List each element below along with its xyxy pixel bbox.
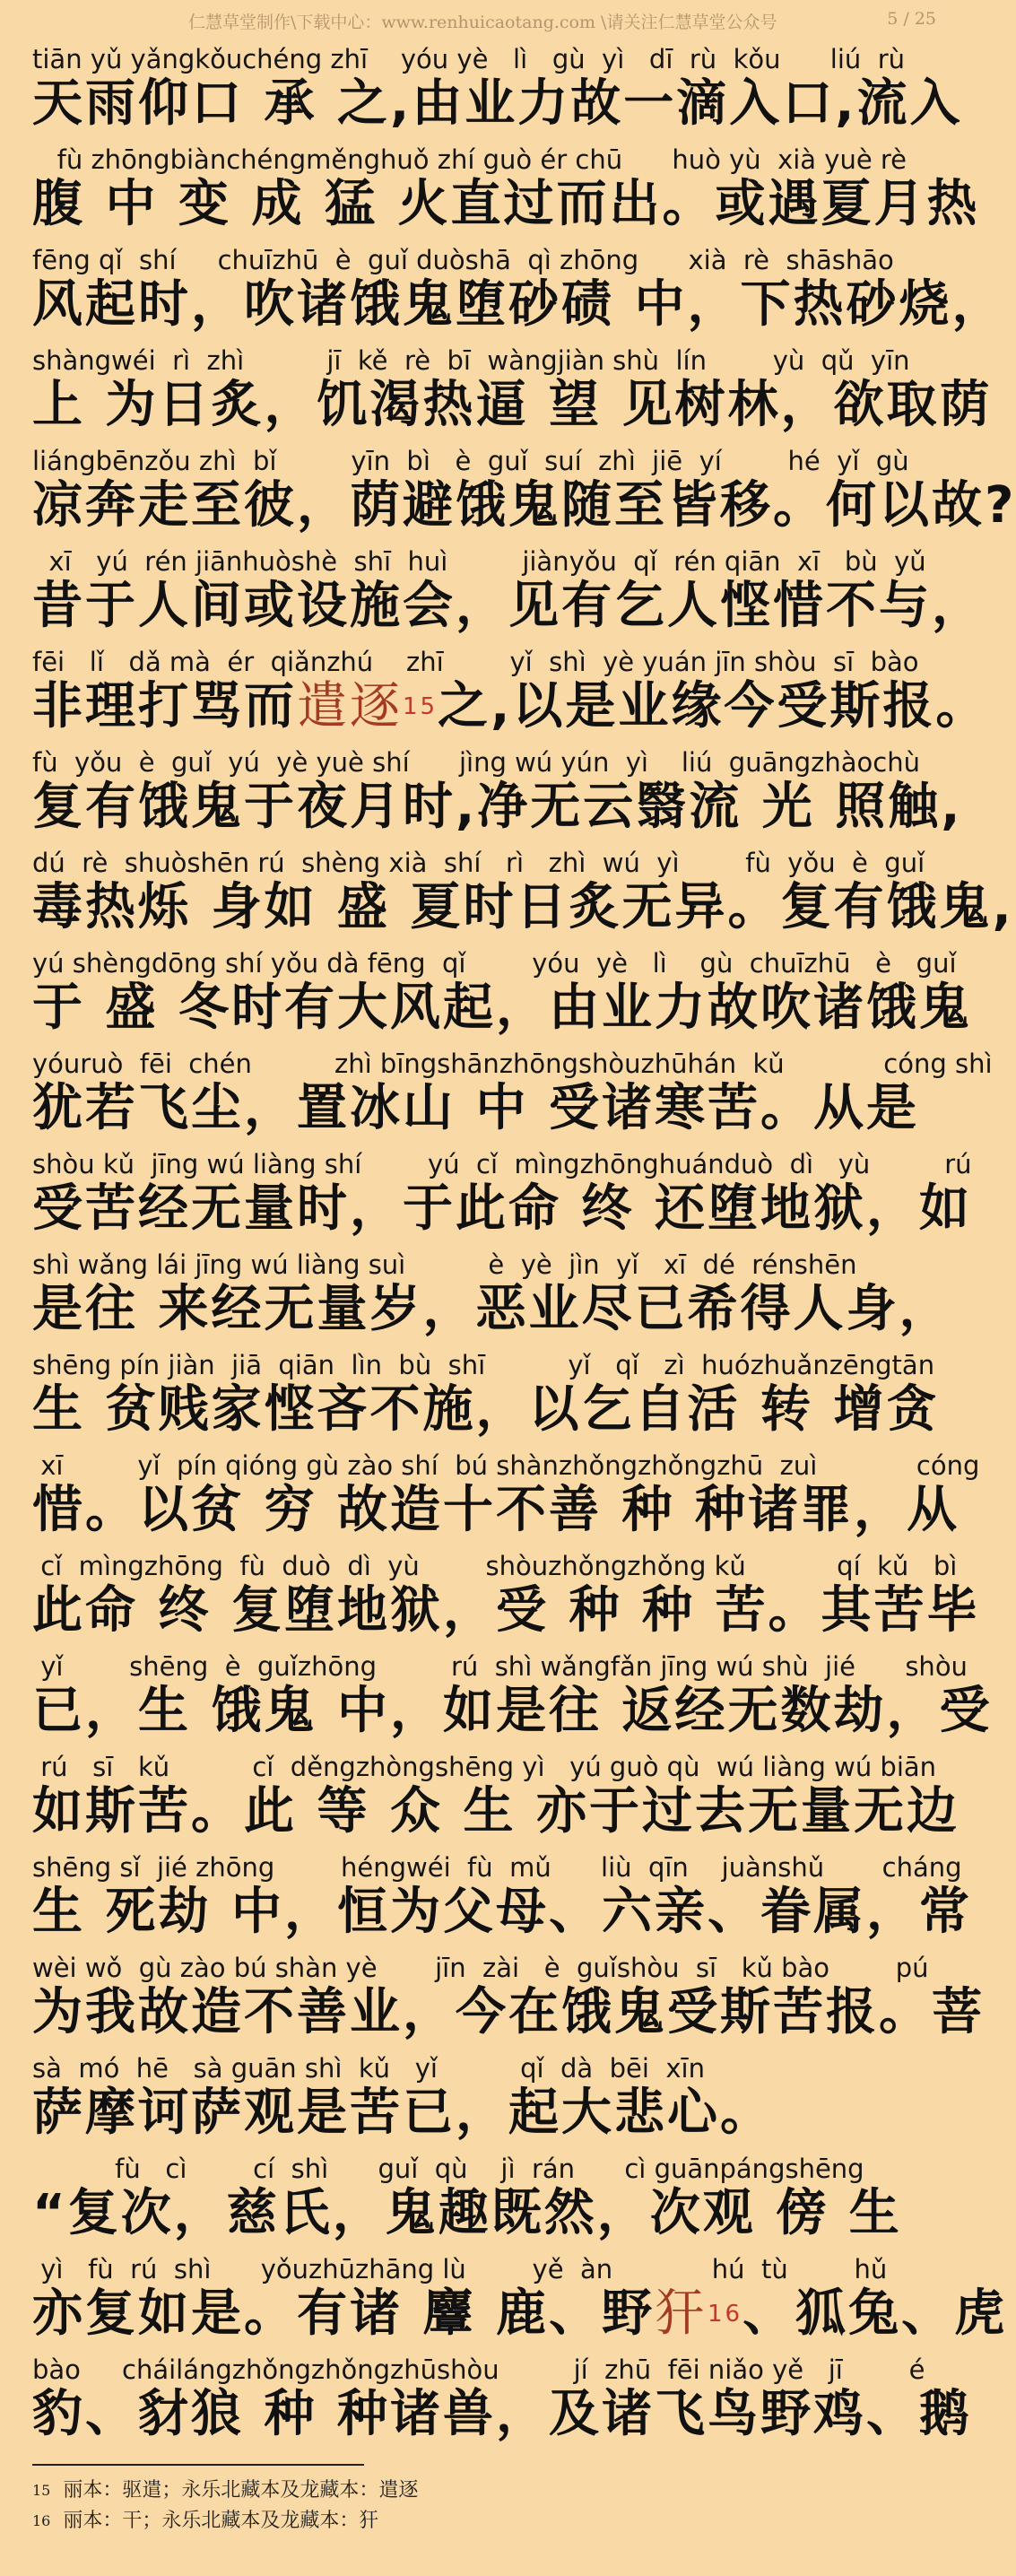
hanzi-line <box>32 2284 1008 2345</box>
header-text: 仁慧草堂制作\下载中心：www.renhuicaotang.com \请关注仁慧草堂公众号 <box>188 13 777 32</box>
hanzi-segment: 生 死劫 中，恒为父母、六亲、眷属，常 <box>32 1883 972 1941</box>
hanzi-segment: 已，生 饿鬼 中，如是往 返经无数劫，受 <box>32 1682 993 1740</box>
hanzi-line <box>32 1882 972 1943</box>
hanzi-segment: 为我故造不善业，今在饿鬼受斯苦报。菩 <box>32 1983 985 2041</box>
hanzi-segment: 豹、豺狼 种 种诸兽，及诸飞鸟野鸡、鹅 <box>32 2385 972 2443</box>
pinyin-line: yì fù rú shì yǒuzhūzhāng lù yě àn hú tù hǔ <box>32 2254 888 2284</box>
hanzi-segment: 如斯苦。此 等 众 生 亦于过去无量无边 <box>32 1782 960 1841</box>
hanzi-segment: 犹若飞尘，置冰山 中 受诸寒苦。从是 <box>32 1079 919 1137</box>
pinyin-line: shàngwéi rì zhì jī kě rè bī wàngjiàn shù lín yù qǔ yīn <box>32 345 910 376</box>
pinyin-line: shòu kǔ jīng wú liàng shí yú cǐ mìngzhōnghuánduò dì yù rú <box>32 1149 972 1179</box>
hanzi-line <box>32 1781 960 1842</box>
text-line <box>32 1846 972 1946</box>
pinyin-line: fù yǒu è guǐ yú yè yuè shí jìng wú yún yì liú guāngzhàochù <box>32 747 920 778</box>
text-line <box>32 1545 980 1645</box>
footnote-number: 16 <box>32 2512 51 2529</box>
hanzi-segment: 之,以是业缘今受斯报。 <box>438 677 989 735</box>
pinyin-line: xī yǐ pín qióng gù zào shí bú shànzhǒngzhǒngzhū zuì cóng <box>32 1450 980 1481</box>
text-line <box>32 640 989 741</box>
scripture-text <box>32 38 1016 2449</box>
hanzi-segment: 昔于人间或设施会，见有乞人悭惜不与， <box>32 577 985 635</box>
hanzi-line <box>32 676 989 737</box>
text-line <box>32 2248 1008 2348</box>
hanzi-segment: 于 盛 冬时有大风起，由业力故吹诸饿鬼 <box>32 979 972 1037</box>
pinyin-line: tiān yǔ yǎngkǒuchéng zhī yóu yè lì gù yì dī rù kǒu liú rù <box>32 44 906 74</box>
hanzi-segment: 惜。以贫 穷 故造十不善 种 种诸罪，从 <box>32 1481 960 1539</box>
footnote <box>32 2506 929 2537</box>
text-line <box>32 439 1016 540</box>
text-line <box>32 1042 993 1143</box>
hanzi-segment: 是往 来经无量岁，恶业尽已希得人身， <box>32 1280 952 1338</box>
pinyin-line: shēng sǐ jié zhōng héngwéi fù mǔ liù qīn juànshǔ cháng <box>32 1852 962 1883</box>
variant-text: 犴 <box>655 2284 708 2343</box>
hanzi-segment: 萨摩诃萨观是苦已，起大悲心。 <box>32 2084 773 2142</box>
pinyin-line: cǐ mìngzhōng fù duò dì yù shòuzhǒngzhǒng kǔ qí kǔ bì <box>32 1551 958 1581</box>
text-line <box>32 1344 947 1444</box>
hanzi-line <box>32 2083 947 2144</box>
pinyin-line: shēng pín jiàn jiā qiān lìn bù shī yǐ qǐ zì huózhuǎnzēngtān <box>32 1350 935 1380</box>
text-line <box>32 339 993 439</box>
hanzi-segment: 生 贫贱家悭吝不施，以乞自活 转 增贪 <box>32 1380 940 1439</box>
text-line <box>32 2348 972 2449</box>
text-line <box>32 841 1014 942</box>
pinyin-line: fēi lǐ dǎ mà ér qiǎnzhú zhī yǐ shì yè yuán jīn shòu sī bào <box>32 647 919 677</box>
text-line <box>32 38 963 138</box>
hanzi-line <box>32 1179 972 1240</box>
pinyin-line: yǐ shēng è guǐzhōng rú shì wǎngfǎn jīng wú shù jié shòu <box>32 1651 968 1682</box>
page-number: 5 / 25 <box>887 9 936 29</box>
text-line <box>32 1243 952 1344</box>
pinyin-line: fēng qǐ shí chuīzhū è guǐ duòshā qì zhōng xià rè shāshāo <box>32 245 894 275</box>
footnote <box>32 2476 929 2506</box>
text-line <box>32 1444 980 1545</box>
hanzi-line <box>32 174 980 235</box>
text-line <box>32 2047 947 2147</box>
footnote-divider <box>32 2464 364 2466</box>
text-line <box>32 942 972 1042</box>
hanzi-segment: “复次，慈氏，鬼趣既然，次观 傍 生 <box>32 2184 902 2242</box>
footnote-text: 丽本：驱遣；永乐北藏本及龙藏本：遣逐 <box>63 2479 419 2502</box>
pinyin-line: yóuruò fēi chén zhì bīngshānzhōngshòuzhūhán kǔ cóng shì <box>32 1049 993 1079</box>
hanzi-line <box>32 475 1016 536</box>
hanzi-line <box>32 1379 947 1440</box>
pinyin-line: rú sī kǔ cǐ děngzhòngshēng yì yú guò qù wú liàng wú biān <box>32 1752 937 1782</box>
text-line <box>32 138 980 239</box>
text-line <box>32 239 1005 339</box>
pinyin-line: dú rè shuòshēn rú shèng xià shí rì zhì wú yì fù yǒu è guǐ <box>32 848 925 878</box>
hanzi-line <box>32 375 993 436</box>
footnotes <box>32 2476 929 2537</box>
page-header <box>0 0 968 39</box>
hanzi-line <box>32 2384 972 2445</box>
hanzi-segment: 风起时，吹诸饿鬼堕砂碛 中，下热砂烧， <box>32 275 1005 334</box>
text-line <box>32 1946 985 2047</box>
footnote-number: 15 <box>32 2482 51 2499</box>
footnote-marker: 16 <box>708 2301 743 2328</box>
hanzi-segment: 受苦经无量时，于此命 终 还堕地狱，如 <box>32 1179 972 1238</box>
hanzi-segment: 复有饿鬼于夜月时,净无云翳流 光 照触, <box>32 778 963 836</box>
hanzi-line <box>32 777 963 838</box>
text-line <box>32 1745 960 1846</box>
hanzi-line <box>32 978 972 1039</box>
hanzi-line <box>32 576 985 637</box>
hanzi-line <box>32 1078 947 1139</box>
pinyin-line: xī yú rén jiānhuòshè shī huì jiànyǒu qǐ rén qiān xī bù yǔ <box>32 546 926 577</box>
hanzi-line <box>32 1681 993 1742</box>
text-line <box>32 741 963 841</box>
pinyin-line: sà mó hē sà guān shì kǔ yǐ qǐ dà bēi xīn <box>32 2053 705 2084</box>
hanzi-segment: 此命 终 复堕地狱，受 种 种 苦。其苦毕 <box>32 1581 980 1640</box>
pinyin-line: wèi wǒ gù zào bú shàn yè jīn zài è guǐshòu sī kǔ bào pú <box>32 1953 929 1983</box>
hanzi-line <box>32 2183 947 2244</box>
hanzi-segment: 上 为日炙，饥渴热逼 望 见树林，欲取荫 <box>32 376 993 434</box>
hanzi-segment: 毒热烁 身如 盛 夏时日炙无异。复有饿鬼, <box>32 878 1014 936</box>
pinyin-line: bào cháilángzhǒngzhǒngzhūshòu jí zhū fēi niǎo yě jī é <box>32 2354 925 2385</box>
pinyin-line: shì wǎng lái jīng wú liàng suì è yè jìn yǐ xī dé rénshēn <box>32 1249 857 1280</box>
pinyin-line: fù zhōngbiànchéngměnghuǒ zhí guò ér chū huò yù xià yuè rè <box>32 144 907 175</box>
hanzi-line <box>32 74 963 135</box>
hanzi-segment: 非理打骂而 <box>32 677 297 735</box>
hanzi-line <box>32 1982 985 2043</box>
hanzi-line <box>32 1279 952 1340</box>
text-line <box>32 2147 947 2248</box>
footnote-marker: 15 <box>403 693 439 720</box>
variant-text: 遣逐 <box>297 677 403 735</box>
pinyin-line: liángbēnzǒu zhì bǐ yīn bì è guǐ suí zhì jiē yí hé yǐ gù <box>32 446 909 476</box>
hanzi-line <box>32 877 1014 938</box>
hanzi-line <box>32 1480 960 1541</box>
footnote-text: 丽本：干；永乐北藏本及龙藏本：犴 <box>63 2510 379 2532</box>
pinyin-line: fù cì cí shì guǐ qù jì rán cì guānpángshēng <box>32 2154 864 2184</box>
hanzi-line <box>32 1580 980 1641</box>
hanzi-line <box>32 274 1005 335</box>
hanzi-segment: 天雨仰口 承 之,由业力故一滴入口,流入 <box>32 74 963 133</box>
pinyin-line: yú shèngdōng shí yǒu dà fēng qǐ yóu yè lì gù chuīzhū è guǐ <box>32 948 957 979</box>
text-line <box>32 1645 993 1745</box>
hanzi-segment: 亦复如是。有诸 麞 鹿、野 <box>32 2284 655 2343</box>
hanzi-segment: 、狐兔、虎 <box>742 2284 1008 2343</box>
text-line <box>32 1143 972 1243</box>
hanzi-segment: 腹 中 变 成 猛 火直过而出。或遇夏月热 <box>32 175 980 233</box>
hanzi-segment: 凉奔走至彼，荫避饿鬼随至皆移。何以故? <box>32 476 1016 535</box>
text-line <box>32 540 985 640</box>
